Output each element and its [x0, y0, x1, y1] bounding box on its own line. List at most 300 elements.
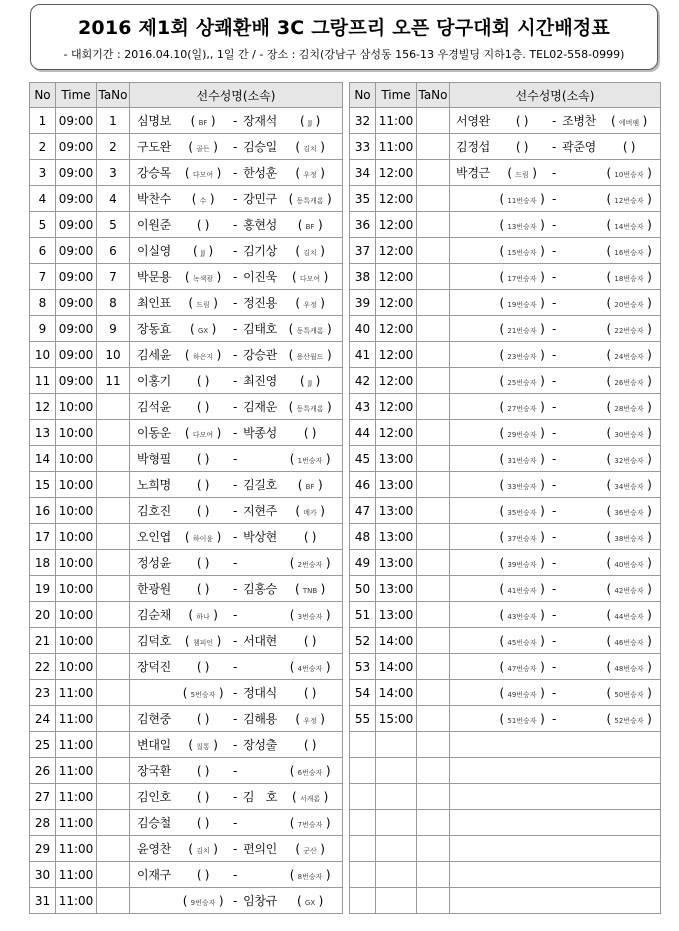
row-table-no	[97, 576, 130, 602]
row-table-no	[97, 680, 130, 706]
vs-dash: -	[551, 451, 557, 466]
row-time: 13:00	[376, 472, 417, 498]
schedule-table-right	[349, 82, 661, 914]
player2-affiliation: ( 32번승자 )	[606, 451, 652, 466]
vs-dash: -	[551, 711, 557, 726]
player2-affiliation: ( 34번승자 )	[606, 477, 652, 492]
player2-affiliation: ( 40번승자 )	[606, 555, 652, 570]
row-table-no	[417, 186, 450, 212]
row-time: 14:00	[376, 680, 417, 706]
row-number: 23	[30, 680, 56, 706]
player1-affiliation: ( 25번승자 )	[499, 373, 545, 388]
vs-dash: -	[232, 374, 238, 388]
table-row	[350, 472, 661, 498]
player2-affiliation: ( GX )	[296, 894, 324, 908]
row-time: 09:00	[56, 186, 97, 212]
vs-dash: -	[551, 503, 557, 518]
player2-name: 김홍승	[243, 582, 277, 596]
vs-dash: -	[551, 425, 557, 440]
player1-affiliation: ( )	[196, 582, 210, 596]
player2-affiliation: ( 12번승자 )	[606, 191, 652, 206]
player1-affiliation: ( 27번승자 )	[499, 399, 545, 414]
player1-name: 박형필	[137, 452, 171, 466]
row-time: 09:00	[56, 290, 97, 316]
player1-affiliation: ( )	[196, 400, 210, 414]
row-number: 2	[30, 134, 56, 160]
player1-affiliation: ( 23번승자 )	[499, 347, 545, 362]
row-number: 40	[350, 316, 376, 342]
player1-affiliation: ( JJ )	[193, 244, 213, 258]
table-row	[30, 628, 343, 654]
match-pairing	[130, 368, 343, 394]
row-table-no	[417, 498, 450, 524]
player2-affiliation: ( 52번승자 )	[606, 711, 652, 726]
player2-affiliation: ( )	[303, 634, 317, 648]
row-time	[376, 810, 417, 836]
row-table-no	[417, 836, 450, 862]
match-pairing	[130, 836, 343, 862]
player1-name: 변대일	[137, 738, 171, 752]
player2-name: 김해용	[243, 712, 277, 726]
vs-dash: -	[232, 322, 238, 336]
table-row	[350, 134, 661, 160]
player1-affiliation: ( 9번승자 )	[182, 894, 224, 908]
row-table-no	[417, 654, 450, 680]
match-pairing	[130, 420, 343, 446]
table-row	[350, 680, 661, 706]
player1-name: 한광원	[137, 582, 171, 596]
table-row	[350, 498, 661, 524]
player1-affiliation: ( 39번승자 )	[499, 555, 545, 570]
row-table-no	[417, 316, 450, 342]
row-number: 30	[30, 862, 56, 888]
row-number	[350, 862, 376, 888]
match-pairing	[450, 134, 661, 160]
match-pairing	[130, 290, 343, 316]
vs-dash: -	[551, 166, 557, 180]
row-table-no	[417, 524, 450, 550]
row-table-no	[417, 628, 450, 654]
column-header-no: No	[350, 83, 376, 108]
row-table-no	[97, 784, 130, 810]
match-pairing	[130, 342, 343, 368]
document-title: 2016 제1회 상쾌환배 3C 그랑프리 오픈 당구대회 시간배정표	[77, 17, 610, 39]
row-time: 12:00	[376, 160, 417, 186]
table-header-row	[30, 83, 343, 108]
row-table-no	[417, 732, 450, 758]
table-row	[30, 134, 343, 160]
vs-dash: -	[232, 894, 238, 908]
row-number: 5	[30, 212, 56, 238]
row-number: 6	[30, 238, 56, 264]
row-time	[376, 862, 417, 888]
row-table-no	[417, 108, 450, 134]
table-row	[350, 264, 661, 290]
player1-name: 장덕진	[137, 660, 171, 674]
player1-name: 김승철	[137, 816, 171, 830]
match-pairing	[130, 472, 343, 498]
table-row	[350, 212, 661, 238]
vs-dash: -	[232, 868, 238, 882]
player2-affiliation: ( 50번승자 )	[606, 685, 652, 700]
player1-affiliation: ( 다모여 )	[184, 426, 222, 440]
player1-affiliation: ( 17번승자 )	[499, 269, 545, 284]
match-pairing	[130, 576, 343, 602]
player2-name: 김태호	[243, 322, 277, 336]
player2-affiliation: ( )	[303, 738, 317, 752]
row-number: 50	[350, 576, 376, 602]
table-row	[350, 186, 661, 212]
vs-dash: -	[551, 529, 557, 544]
match-pairing	[450, 186, 661, 212]
row-time: 09:00	[56, 368, 97, 394]
match-pairing	[450, 654, 661, 680]
player1-name: 정성윤	[137, 556, 171, 570]
row-table-no	[417, 680, 450, 706]
row-table-no	[97, 420, 130, 446]
table-row	[350, 446, 661, 472]
match-pairing	[450, 446, 661, 472]
row-time: 12:00	[376, 368, 417, 394]
row-number: 33	[350, 134, 376, 160]
vs-dash: -	[232, 738, 238, 752]
row-number: 13	[30, 420, 56, 446]
table-row	[30, 290, 343, 316]
row-number: 53	[350, 654, 376, 680]
row-time	[376, 836, 417, 862]
player1-affiliation: ( GX )	[189, 322, 216, 336]
match-pairing	[130, 524, 343, 550]
row-table-no	[417, 290, 450, 316]
row-time: 09:00	[56, 160, 97, 186]
match-pairing	[450, 862, 661, 888]
player2-affiliation: ( 우정 )	[295, 712, 325, 726]
player2-affiliation: ( TNB )	[294, 582, 326, 596]
player1-affiliation: ( 41번승자 )	[499, 581, 545, 596]
row-time: 15:00	[376, 706, 417, 732]
vs-dash: -	[551, 633, 557, 648]
table-row	[30, 212, 343, 238]
player2-affiliation: ( BF )	[297, 478, 323, 492]
row-table-no	[417, 394, 450, 420]
row-number: 44	[350, 420, 376, 446]
row-number: 28	[30, 810, 56, 836]
row-table-no: 11	[97, 368, 130, 394]
player1-affiliation: ( 챔피언 )	[184, 634, 222, 648]
row-number: 41	[350, 342, 376, 368]
column-header-time: Time	[376, 83, 417, 108]
player1-affiliation: ( 37번승자 )	[499, 529, 545, 544]
match-pairing	[130, 810, 343, 836]
row-table-no	[97, 732, 130, 758]
vs-dash: -	[232, 296, 238, 310]
vs-dash: -	[232, 478, 238, 492]
row-table-no	[97, 498, 130, 524]
row-number: 8	[30, 290, 56, 316]
row-table-no	[97, 550, 130, 576]
player1-name: 이홍기	[137, 374, 171, 388]
player2-affiliation: ( 1번승자 )	[289, 452, 331, 466]
vs-dash: -	[551, 269, 557, 284]
match-pairing	[130, 784, 343, 810]
row-table-no	[97, 394, 130, 420]
player1-affiliation: ( 35번승자 )	[499, 503, 545, 518]
row-table-no	[417, 810, 450, 836]
match-pairing	[450, 238, 661, 264]
row-table-no	[417, 212, 450, 238]
match-pairing	[450, 732, 661, 758]
row-time: 11:00	[56, 784, 97, 810]
row-number: 42	[350, 368, 376, 394]
player1-name: 최인표	[137, 296, 171, 310]
player2-name: 강승관	[243, 348, 277, 362]
table-row	[30, 602, 343, 628]
player2-affiliation: ( 동특캐롬 )	[288, 192, 332, 206]
player1-affiliation: ( 하은지 )	[184, 348, 222, 362]
vs-dash: -	[232, 686, 238, 700]
row-table-no	[417, 472, 450, 498]
player1-name: 김정섭	[456, 140, 490, 154]
match-pairing	[130, 134, 343, 160]
row-time: 10:00	[56, 524, 97, 550]
row-number: 46	[350, 472, 376, 498]
row-table-no	[417, 550, 450, 576]
row-number: 10	[30, 342, 56, 368]
match-pairing	[130, 108, 343, 134]
table-row	[350, 758, 661, 784]
row-table-no	[97, 836, 130, 862]
vs-dash: -	[551, 607, 557, 622]
table-row	[350, 706, 661, 732]
row-number: 17	[30, 524, 56, 550]
player1-name: 박문용	[137, 270, 171, 284]
match-pairing	[130, 264, 343, 290]
table-row	[350, 550, 661, 576]
match-pairing	[450, 342, 661, 368]
player2-name: 장성출	[243, 738, 277, 752]
player2-affiliation: ( 22번승자 )	[606, 321, 652, 336]
row-time: 10:00	[56, 446, 97, 472]
match-pairing	[450, 368, 661, 394]
schedule-table-left	[29, 82, 343, 914]
match-pairing	[450, 316, 661, 342]
player2-name: 김재운	[243, 400, 277, 414]
row-table-no	[417, 342, 450, 368]
row-time: 11:00	[376, 108, 417, 134]
table-row	[30, 368, 343, 394]
table-row	[30, 836, 343, 862]
row-number: 4	[30, 186, 56, 212]
row-time: 09:00	[56, 264, 97, 290]
player2-affiliation: ( 20번승자 )	[606, 295, 652, 310]
vs-dash: -	[232, 348, 238, 362]
player1-affiliation: ( )	[196, 764, 210, 778]
table-row	[350, 160, 661, 186]
table-row	[30, 888, 343, 914]
player2-affiliation: ( )	[303, 530, 317, 544]
player1-affiliation: ( BF )	[190, 114, 216, 128]
player1-affiliation: ( 골든 )	[188, 140, 218, 154]
player2-affiliation: ( 동특캐롬 )	[288, 400, 332, 414]
column-header-tano: TaNo	[97, 83, 130, 108]
row-time: 09:00	[56, 342, 97, 368]
table-row	[30, 420, 343, 446]
row-number: 55	[350, 706, 376, 732]
vs-dash: -	[232, 582, 238, 596]
row-number: 25	[30, 732, 56, 758]
match-pairing	[130, 758, 343, 784]
row-time: 11:00	[56, 706, 97, 732]
player2-affiliation: ( 동특캐롬 )	[288, 322, 332, 336]
row-number: 15	[30, 472, 56, 498]
row-time: 09:00	[56, 134, 97, 160]
row-table-no	[417, 264, 450, 290]
row-number: 45	[350, 446, 376, 472]
match-pairing	[130, 654, 343, 680]
column-header-players: 선수성명(소속)	[450, 83, 661, 108]
vs-dash: -	[551, 295, 557, 310]
row-table-no	[417, 238, 450, 264]
table-row	[30, 550, 343, 576]
row-time: 11:00	[56, 862, 97, 888]
row-time: 12:00	[376, 238, 417, 264]
table-row	[350, 732, 661, 758]
vs-dash: -	[232, 530, 238, 544]
player2-name: 지현주	[243, 504, 277, 518]
row-time: 11:00	[56, 732, 97, 758]
player1-affiliation: ( 15번승자 )	[499, 243, 545, 258]
table-row	[350, 888, 661, 914]
table-row	[30, 524, 343, 550]
match-pairing	[130, 550, 343, 576]
table-row	[350, 862, 661, 888]
player1-name: 강승목	[137, 166, 171, 180]
row-number: 36	[350, 212, 376, 238]
row-table-no: 7	[97, 264, 130, 290]
row-time: 10:00	[56, 628, 97, 654]
table-row	[350, 524, 661, 550]
player1-affiliation: ( )	[196, 556, 210, 570]
vs-dash: -	[232, 634, 238, 648]
match-pairing	[450, 394, 661, 420]
event-info: - 대회기간 : 2016.04.10(일),, 1일 간 / - 장소 : 김치(강남구 삼성동 156-13 우경빌딩 지하1층. TEL02-558-0999)	[63, 48, 625, 61]
table-row	[30, 732, 343, 758]
player2-affiliation: ( 2번승자 )	[289, 556, 331, 570]
player2-name: 조병찬	[562, 114, 596, 128]
match-pairing	[450, 706, 661, 732]
row-table-no	[97, 524, 130, 550]
player2-affiliation: ( 군산 )	[295, 842, 325, 856]
player1-affiliation: ( )	[196, 218, 210, 232]
player1-name: 김순채	[137, 608, 171, 622]
row-time: 10:00	[56, 550, 97, 576]
table-row	[350, 420, 661, 446]
row-number: 1	[30, 108, 56, 134]
vs-dash: -	[551, 243, 557, 258]
row-time: 09:00	[56, 238, 97, 264]
row-time: 09:00	[56, 316, 97, 342]
table-row	[30, 238, 343, 264]
player2-name: 김길호	[243, 478, 277, 492]
player1-name: 김덕호	[137, 634, 171, 648]
match-pairing	[450, 576, 661, 602]
table-row	[350, 810, 661, 836]
row-table-no	[97, 810, 130, 836]
row-table-no: 1	[97, 108, 130, 134]
player1-affiliation: ( 수 )	[191, 192, 215, 206]
player2-affiliation: ( 우정 )	[295, 296, 325, 310]
row-time: 11:00	[56, 888, 97, 914]
player2-affiliation: ( )	[303, 686, 317, 700]
player1-name: 이원준	[137, 218, 171, 232]
row-table-no	[417, 446, 450, 472]
table-row	[30, 394, 343, 420]
row-number: 39	[350, 290, 376, 316]
row-time	[376, 888, 417, 914]
row-number	[350, 836, 376, 862]
player1-affiliation: ( 51번승자 )	[499, 711, 545, 726]
player1-affiliation: ( 드림 )	[507, 166, 537, 180]
row-table-no	[97, 758, 130, 784]
vs-dash: -	[232, 660, 238, 674]
row-time: 13:00	[376, 576, 417, 602]
row-table-no	[97, 602, 130, 628]
row-number: 35	[350, 186, 376, 212]
player2-affiliation: ( JJ )	[300, 114, 320, 128]
match-pairing	[130, 186, 343, 212]
table-row	[30, 758, 343, 784]
player2-name: 김기상	[243, 244, 277, 258]
player2-name: 박종성	[243, 426, 277, 440]
row-number: 51	[350, 602, 376, 628]
player1-name: 박찬수	[137, 192, 171, 206]
vs-dash: -	[232, 400, 238, 414]
row-table-no: 8	[97, 290, 130, 316]
table-row	[350, 238, 661, 264]
match-pairing	[130, 212, 343, 238]
row-table-no: 6	[97, 238, 130, 264]
player2-affiliation: ( 46번승자 )	[606, 633, 652, 648]
player2-name: 장재석	[243, 114, 277, 128]
table-row	[30, 446, 343, 472]
vs-dash: -	[232, 426, 238, 440]
row-time: 12:00	[376, 186, 417, 212]
row-number	[350, 758, 376, 784]
row-number: 12	[30, 394, 56, 420]
vs-dash: -	[232, 712, 238, 726]
player2-affiliation: ( 48번승자 )	[606, 659, 652, 674]
row-time: 13:00	[376, 446, 417, 472]
player1-affiliation: ( 11번승자 )	[499, 191, 545, 206]
table-row	[30, 264, 343, 290]
player1-name: 이재구	[137, 868, 171, 882]
player1-name: 장동효	[137, 322, 171, 336]
row-time: 11:00	[56, 680, 97, 706]
vs-dash: -	[551, 685, 557, 700]
row-time: 11:00	[56, 758, 97, 784]
match-pairing	[450, 758, 661, 784]
row-table-no: 5	[97, 212, 130, 238]
row-number	[350, 810, 376, 836]
table-row	[350, 368, 661, 394]
player2-affiliation: ( 메카 )	[295, 504, 325, 518]
player1-affiliation: ( )	[196, 374, 210, 388]
vs-dash: -	[232, 192, 238, 206]
table-row	[30, 576, 343, 602]
player2-affiliation: ( 8번승자 )	[289, 868, 331, 882]
row-time: 10:00	[56, 498, 97, 524]
table-row	[30, 160, 343, 186]
